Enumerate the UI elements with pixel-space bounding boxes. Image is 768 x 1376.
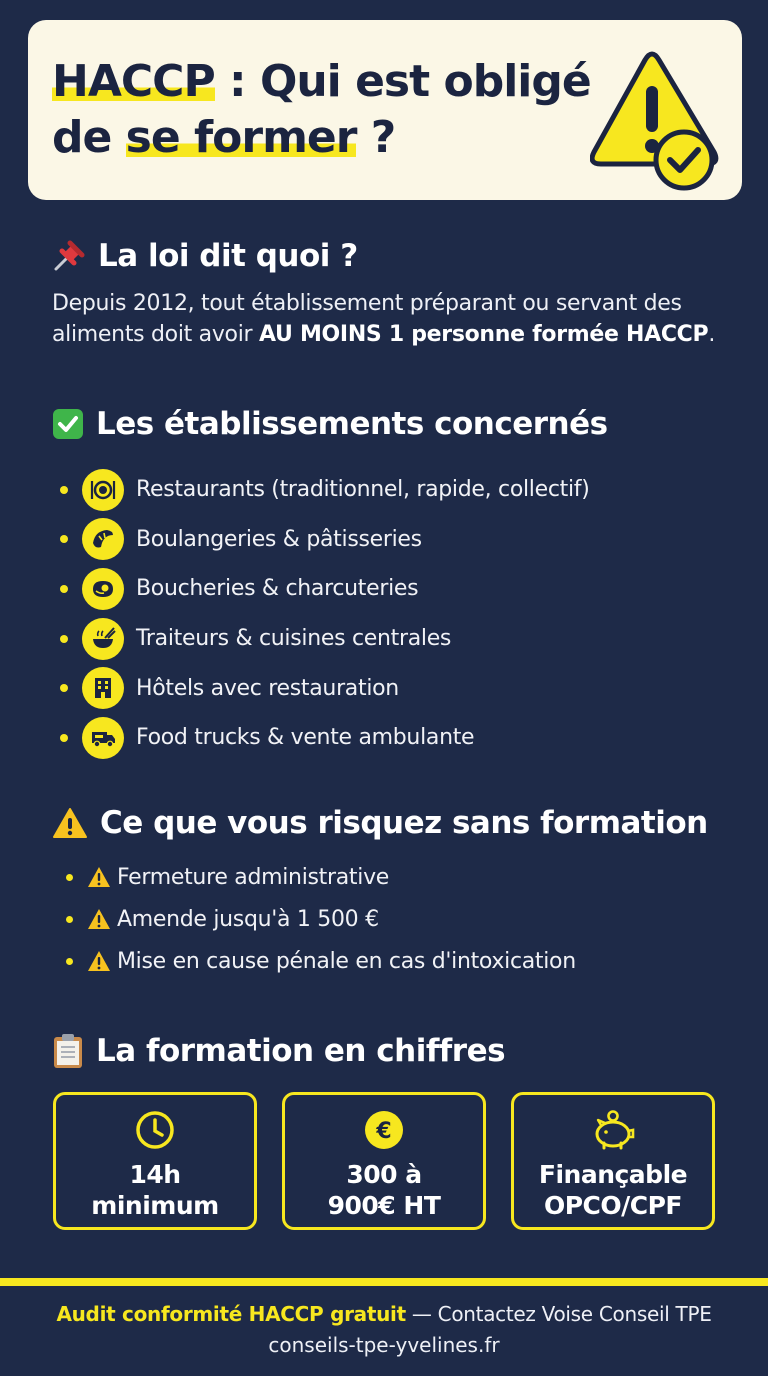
stat-card-funding: Finançable OPCO/CPF	[511, 1092, 715, 1230]
croissant-icon	[89, 525, 117, 553]
law-emphasis: AU MOINS 1 personne formée HACCP	[258, 322, 709, 347]
list-item: Amende jusqu'à 1 500 €	[66, 898, 706, 940]
law-paragraph: Depuis 2012, tout établissement préparant ou servant des aliments doit avoir AU MOINS 1 personne formée HACCP.	[52, 291, 716, 347]
list-item: Boucheries & charcuteries	[60, 564, 700, 614]
title-highlight-se-former: se former	[125, 112, 357, 163]
header-card	[28, 20, 742, 200]
warning-icon	[87, 950, 111, 972]
section-title-figures: La formation en chiffres	[52, 1033, 505, 1069]
bullet-dot	[66, 874, 73, 881]
list-item: Food trucks & vente ambulante	[60, 713, 700, 763]
piggy-bank-icon	[590, 1109, 636, 1151]
stat-card-price: € 300 à 900€ HT	[282, 1092, 486, 1230]
bullet-dot	[60, 535, 68, 543]
section-title-establishments: Les établissements concernés	[52, 406, 608, 442]
stat-card-duration: 14h minimum	[53, 1092, 257, 1230]
section-title-law: La loi dit quoi ?	[52, 238, 358, 274]
clipboard-icon	[52, 1033, 84, 1069]
bullet-dot	[66, 916, 73, 923]
plate-cutlery-icon	[89, 476, 117, 504]
footer-cta-line: Audit conformité HACCP gratuit — Contactez Voise Conseil TPE	[56, 1302, 712, 1326]
risks-list	[66, 856, 706, 982]
list-item: Traiteurs & cuisines centrales	[60, 614, 700, 664]
clock-icon	[134, 1109, 176, 1151]
title-highlight-haccp: HACCP	[52, 56, 215, 107]
check-box-icon	[52, 408, 84, 440]
meat-icon	[89, 575, 117, 603]
warning-icon	[52, 807, 88, 839]
truck-icon	[89, 724, 117, 752]
footer-cta-link[interactable]: Audit conformité HACCP gratuit	[56, 1302, 406, 1326]
establishments-list	[60, 465, 700, 763]
hotel-icon	[89, 674, 117, 702]
euro-icon	[363, 1109, 405, 1151]
footer-website-link[interactable]: conseils-tpe-yvelines.fr	[268, 1333, 500, 1357]
svg-text:€: €	[376, 1119, 392, 1144]
list-item: Boulangeries & pâtisseries	[60, 515, 700, 565]
bullet-dot	[60, 635, 68, 643]
list-item: Restaurants (traditionnel, rapide, collectif)	[60, 465, 700, 515]
warning-check-icon	[590, 46, 724, 192]
page-title: HACCP : Qui est obligé de se former ?	[52, 56, 591, 163]
list-item: Fermeture administrative	[66, 856, 706, 898]
bowl-chopsticks-icon	[89, 625, 117, 653]
warning-icon	[87, 908, 111, 930]
bullet-dot	[60, 684, 68, 692]
section-title-risks: Ce que vous risquez sans formation	[52, 805, 708, 841]
pushpin-icon	[52, 239, 86, 273]
bullet-dot	[66, 958, 73, 965]
warning-icon	[87, 866, 111, 888]
bullet-dot	[60, 585, 68, 593]
footer-divider	[0, 1278, 768, 1286]
list-item: Mise en cause pénale en cas d'intoxication	[66, 940, 706, 982]
bullet-dot	[60, 486, 68, 494]
list-item: Hôtels avec restauration	[60, 663, 700, 713]
bullet-dot	[60, 734, 68, 742]
